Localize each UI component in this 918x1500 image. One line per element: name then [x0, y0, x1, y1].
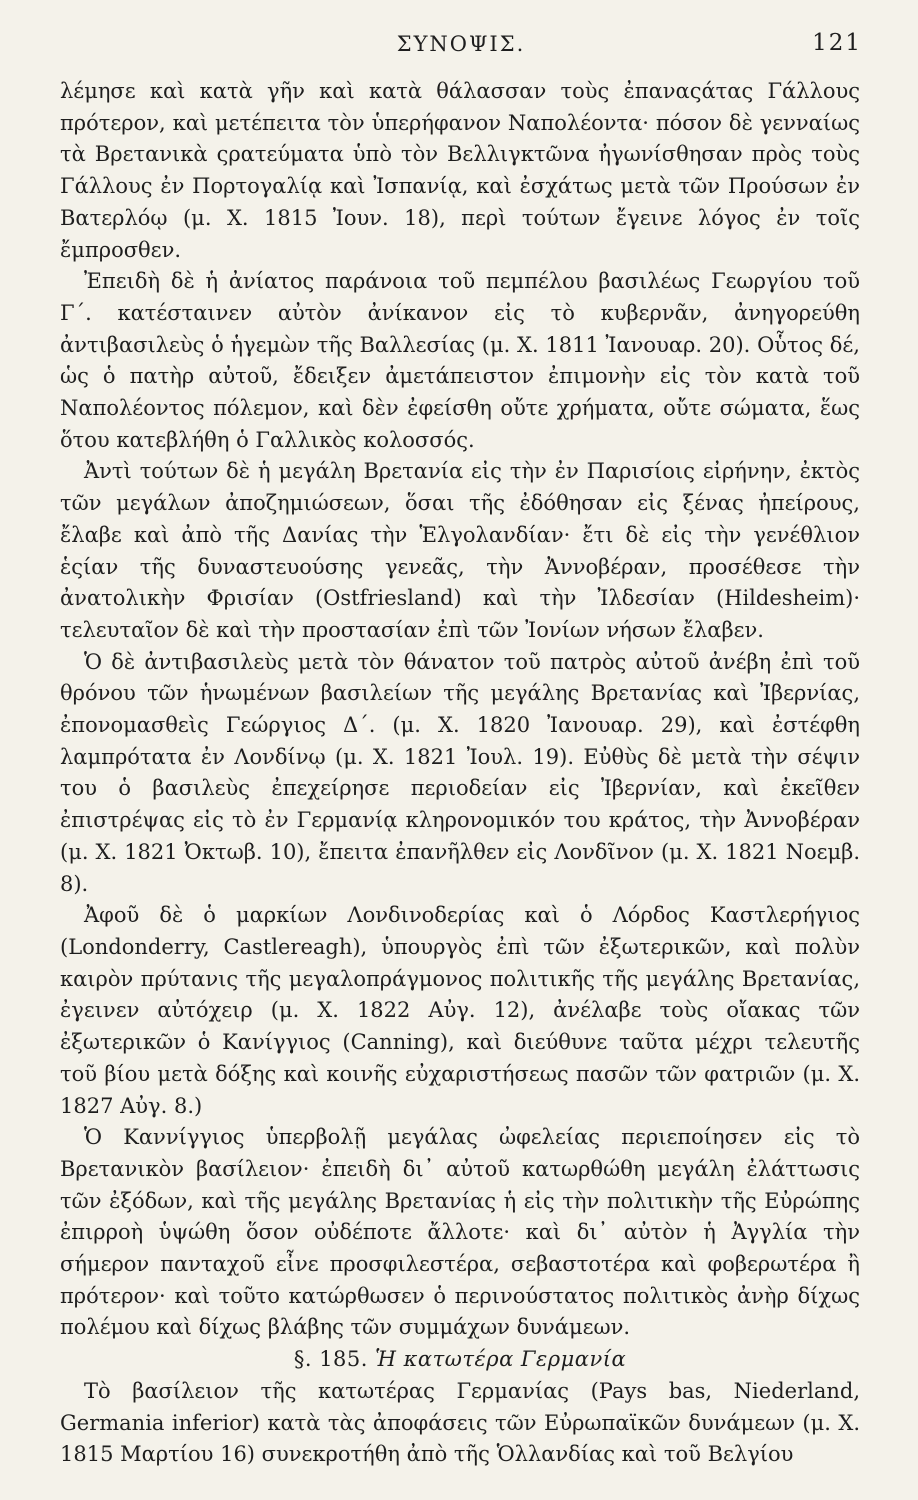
paragraph: Ἀντὶ τούτων δὲ ἡ μεγάλη Βρετανία εἰς τὴν ἐν Παρισίοις εἰρήνην, ἐκτὸς τῶν μεγάλων ἀποζημιώσεων, ὅσαι τῆς ἐδόθησαν εἰς ξένας ἠπείρους, ἔλαβε καὶ ἀπὸ τῆς Δανίας τὴν Ἑλγολανδίαν· ἔτι δὲ εἰς τὴν γενέθλιον ἑςίαν τῆς δυναστευούσης γενεᾶς, τὴν Ἀννοβέραν, προσέθεσε τὴν ἀνατολικὴν Φρισίαν (Ostfriesland) καὶ τὴν Ἰλδεσίαν (Hildesheim)· τελευταῖον δὲ καὶ τὴν προστασίαν ἐπὶ τῶν Ἰονίων νήσων ἔλαβεν. [60, 459, 860, 642]
body-text [60, 76, 860, 1471]
paragraph: Ὁ Καννίγγιος ὑπερβολῇ μεγάλας ὠφελείας περιεποίησεν εἰς τὸ Βρετανικὸν βασίλειον· ἐπειδὴ δι᾽ αὐτοῦ κατωρθώθη μεγάλη ἐλάττωσις τῶν ἐξόδων, καὶ τῆς μεγάλης Βρετανίας ἡ εἰς τὴν πολιτικὴν τῆς Εὐρώπης ἐπιρροὴ ὑψώθη ὅσον οὐδέποτε ἄλλοτε· καὶ δι᾽ αὐτὸν ἡ Ἀγγλία τὴν σήμερον πανταχοῦ εἶνε προσφιλεστέρα, σεβαστοτέρα καὶ φοβερωτέρα ἢ πρότερον· καὶ τοῦτο κατώρθωσεν ὁ περινούστατος πολιτικὸς ἀνὴρ δίχως πολέμου καὶ δίχως βλάβης τῶν συμμάχων δυνάμεων. [60, 1125, 860, 1340]
paragraph: Ὁ δὲ ἀντιβασιλεὺς μετὰ τὸν θάνατον τοῦ πατρὸς αὐτοῦ ἀνέβη ἐπὶ τοῦ θρόνου τῶν ἡνωμένων βασιλείων τῆς μεγάλης Βρετανίας καὶ Ἰβερνίας, ἐπονομασθεὶς Γεώργιος Δ΄. (μ. Χ. 1820 Ἰανουαρ. 29), καὶ ἐστέφθη λαμπρότατα ἐν Λονδίνῳ (μ. Χ. 1821 Ἰουλ. 19). Εὐθὺς δὲ μετὰ τὴν σέψιν του ὁ βασιλεὺς ἐπεχείρησε περιοδείαν εἰς Ἰβερνίαν, καὶ ἐκεῖθεν ἐπιστρέψας εἰς τὸ ἐν Γερμανίᾳ κληρονομικόν του κράτος, τὴν Ἀννοβέραν (μ. Χ. 1821 Ὀκτωβ. 10), ἔπειτα ἐπανῆλθεν εἰς Λονδῖνον (μ. Χ. 1821 Νοεμβ. 8). [60, 649, 860, 896]
paragraph: Ἀφοῦ δὲ ὁ μαρκίων Λονδινοδερίας καὶ ὁ Λόρδος Καστλερήγιος (Londonderry, Castlereagh), ὑπουργὸς ἐπὶ τῶν ἐξωτερικῶν, καὶ πολὺν καιρὸν πρύτανις τῆς μεγαλοπράγμονος πολιτικῆς τῆς μεγάλης Βρετανίας, ἐγεινεν αὐτόχειρ (μ. Χ. 1822 Αὐγ. 12), ἀνέλαβε τοὺς οἴακας τῶν ἐξωτερικῶν ὁ Κανίγγιος (Canning), καὶ διεύθυνε ταῦτα μέχρι τελευτῆς τοῦ βίου μετὰ δόξης καὶ κοινῆς εὐχαριστήσεως πασῶν τῶν φατριῶν (μ. Χ. 1827 Αὐγ. 8.) [60, 903, 860, 1118]
section-number: §. 185. [293, 1347, 368, 1372]
page-header [60, 32, 862, 62]
page-number: 121 [812, 30, 862, 56]
paragraph: Ἐπειδὴ δὲ ἡ ἀνίατος παράνοια τοῦ πεμπέλου βασιλέως Γεωργίου τοῦ Γ΄. κατέσταινεν αὐτὸν ἀνίκανον εἰς τὸ κυβερνᾶν, ἀνηγορεύθη ἀντιβασιλεὺς ὁ ἡγεμὼν τῆς Βαλλεσίας (μ. Χ. 1811 Ἰανουαρ. 20). Οὗτος δέ, ὡς ὁ πατὴρ αὐτοῦ, ἔδειξεν ἀμετάπειστον ἐπιμονὴν εἰς τὸν κατὰ τοῦ Ναπολέοντος πόλεμον, καὶ δὲν ἐφείσθη οὔτε χρήματα, οὔτε σώματα, ἕως ὅτου κατεβλήθη ὁ Γαλλικὸς κολοσσός. [60, 269, 860, 452]
section-title: Ἡ κατωτέρα Γερμανία [375, 1347, 627, 1372]
paragraph: λέμησε καὶ κατὰ γῆν καὶ κατὰ θάλασσαν τοὺς ἐπαναςάτας Γάλλους πρότερον, καὶ μετέπειτα τὸν ὑπερήφανον Ναπολέοντα· πόσον δὲ γενναίως τὰ Βρετανικὰ ςρατεύματα ὑπὸ τὸν Βελλιγκτῶνα ἠγωνίσθησαν πρὸς τοὺς Γάλλους ἐν Πορτογαλίᾳ καὶ Ἰσπανίᾳ, καὶ ἐσχάτως μετὰ τῶν Προύσων ἐν Βατερλόῳ (μ. Χ. 1815 Ἰουν. 18), περὶ τούτων ἔγεινε λόγος ἐν τοῖς ἔμπροσθεν. [60, 79, 860, 262]
running-head: ΣΥΝΟΨΙΣ. [396, 32, 526, 56]
paragraph: Τὸ βασίλειον τῆς κατωτέρας Γερμανίας (Pays bas, Niederland, Germania inferior) κατὰ τὰς ἀποφάσεις τῶν Εὐρωπαϊκῶν δυνάμεων (μ. Χ. 1815 Μαρτίου 16) συνεκροτήθη ἀπὸ τῆς Ὁλλανδίας καὶ τοῦ Βελγίου [60, 1378, 860, 1467]
section-heading [60, 1344, 860, 1376]
